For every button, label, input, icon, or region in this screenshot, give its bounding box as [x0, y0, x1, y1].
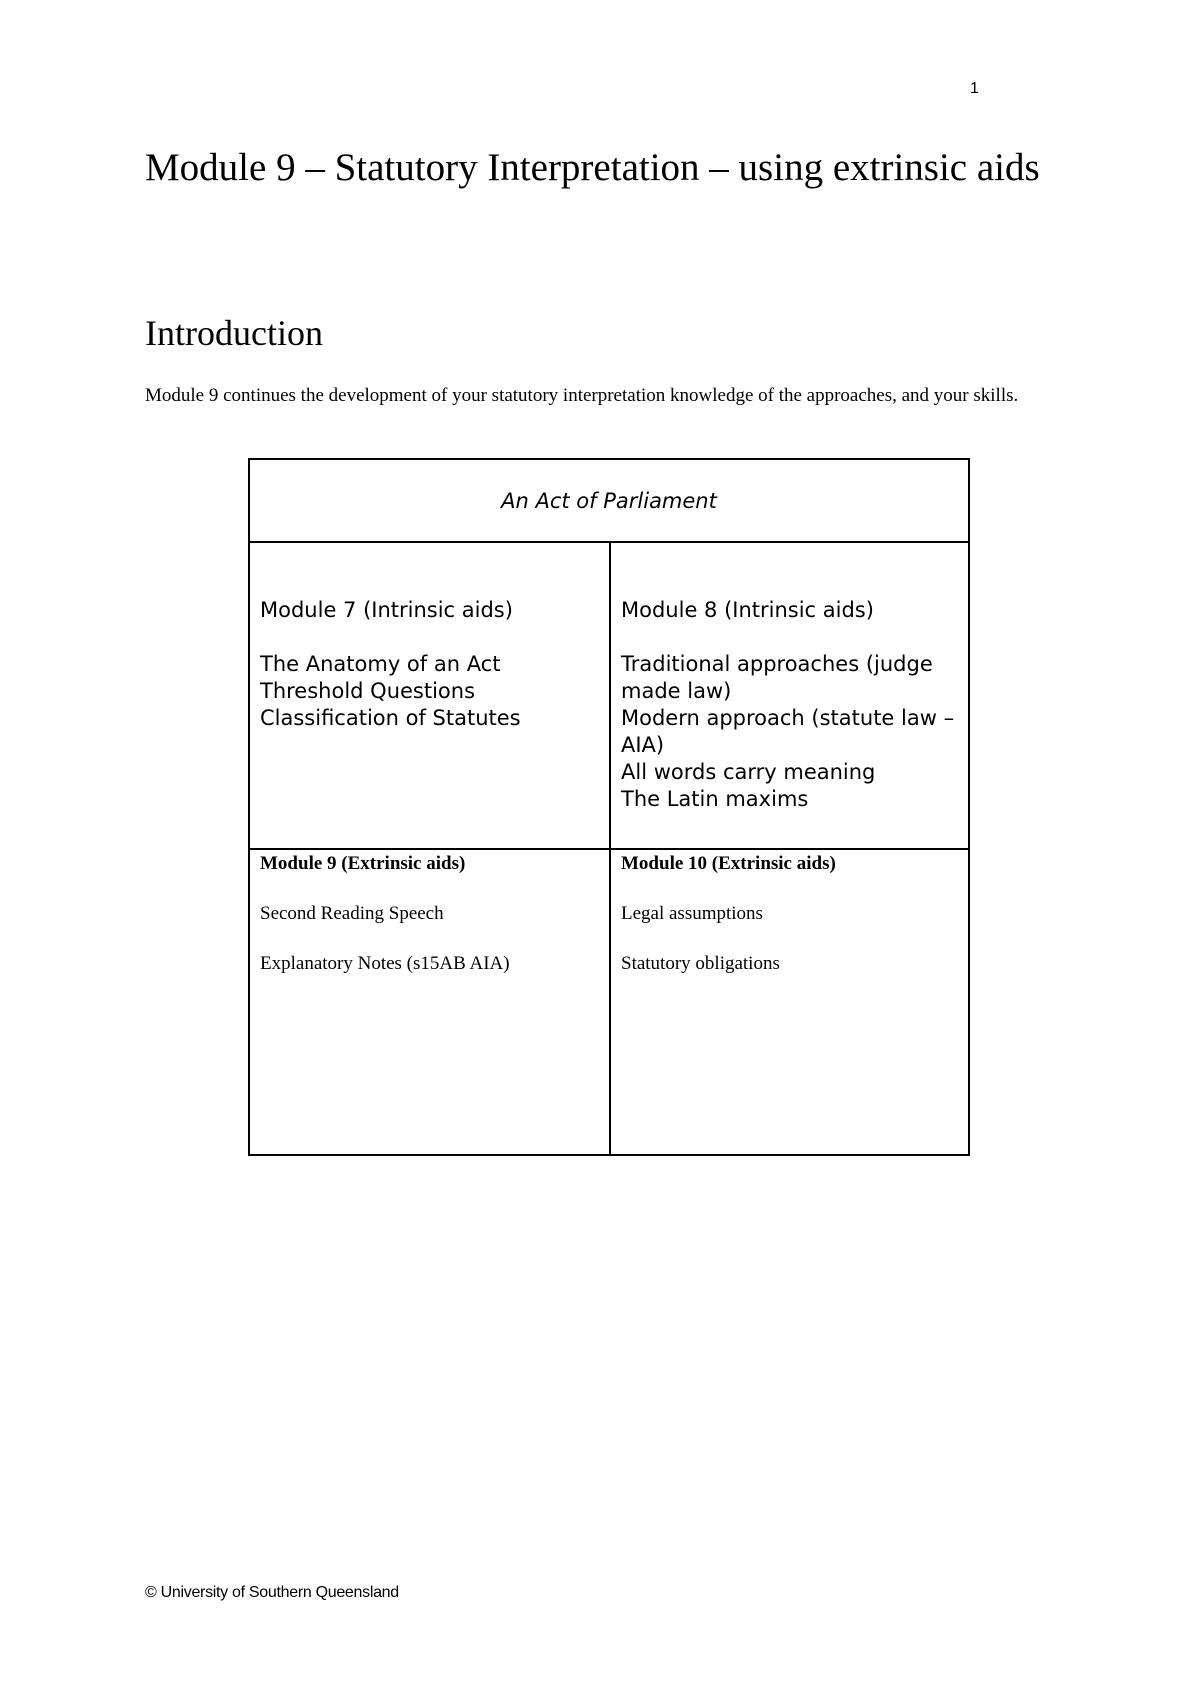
introduction-text: Module 9 continues the development of your statutory interpretation knowledge of the approaches, and your skills. — [145, 385, 1019, 406]
module-7-title: Module 7 (Intrinsic aids) — [260, 598, 513, 622]
module-7-item: Threshold Questions — [260, 679, 476, 703]
module-9-item: Second Reading Speech — [260, 903, 444, 924]
module-7-cell — [249, 542, 610, 849]
copyright-footer: © University of Southern Queensland — [145, 1584, 399, 1601]
module-8-item: All words carry meaning — [621, 760, 876, 784]
module-10-item: Legal assumptions — [621, 903, 763, 924]
module-10-item: Statutory obligations — [621, 953, 780, 974]
module-10-title: Module 10 (Extrinsic aids) — [621, 853, 836, 874]
document-title: Module 9 – Statutory Interpretation – using extrinsic aids — [145, 146, 1040, 189]
module-8-item: Traditional approaches (judge made law) — [621, 652, 933, 703]
module-9-title: Module 9 (Extrinsic aids) — [260, 853, 466, 874]
module-8-item: Modern approach (statute law – AIA) — [621, 706, 955, 757]
act-of-parliament-header: An Act of Parliament — [249, 459, 969, 542]
introduction-heading: Introduction — [145, 313, 323, 353]
module-7-item: The Anatomy of an Act — [260, 652, 501, 676]
module-9-cell — [249, 849, 610, 1155]
page-number: 1 — [970, 80, 979, 97]
module-10-cell — [610, 849, 969, 1155]
module-9-item: Explanatory Notes (s15AB AIA) — [260, 953, 510, 974]
module-8-item: The Latin maxims — [621, 787, 809, 811]
modules-table — [248, 458, 970, 1156]
module-8-title: Module 8 (Intrinsic aids) — [621, 598, 874, 622]
module-7-item: Classification of Statutes — [260, 706, 521, 730]
module-8-cell — [610, 542, 969, 849]
